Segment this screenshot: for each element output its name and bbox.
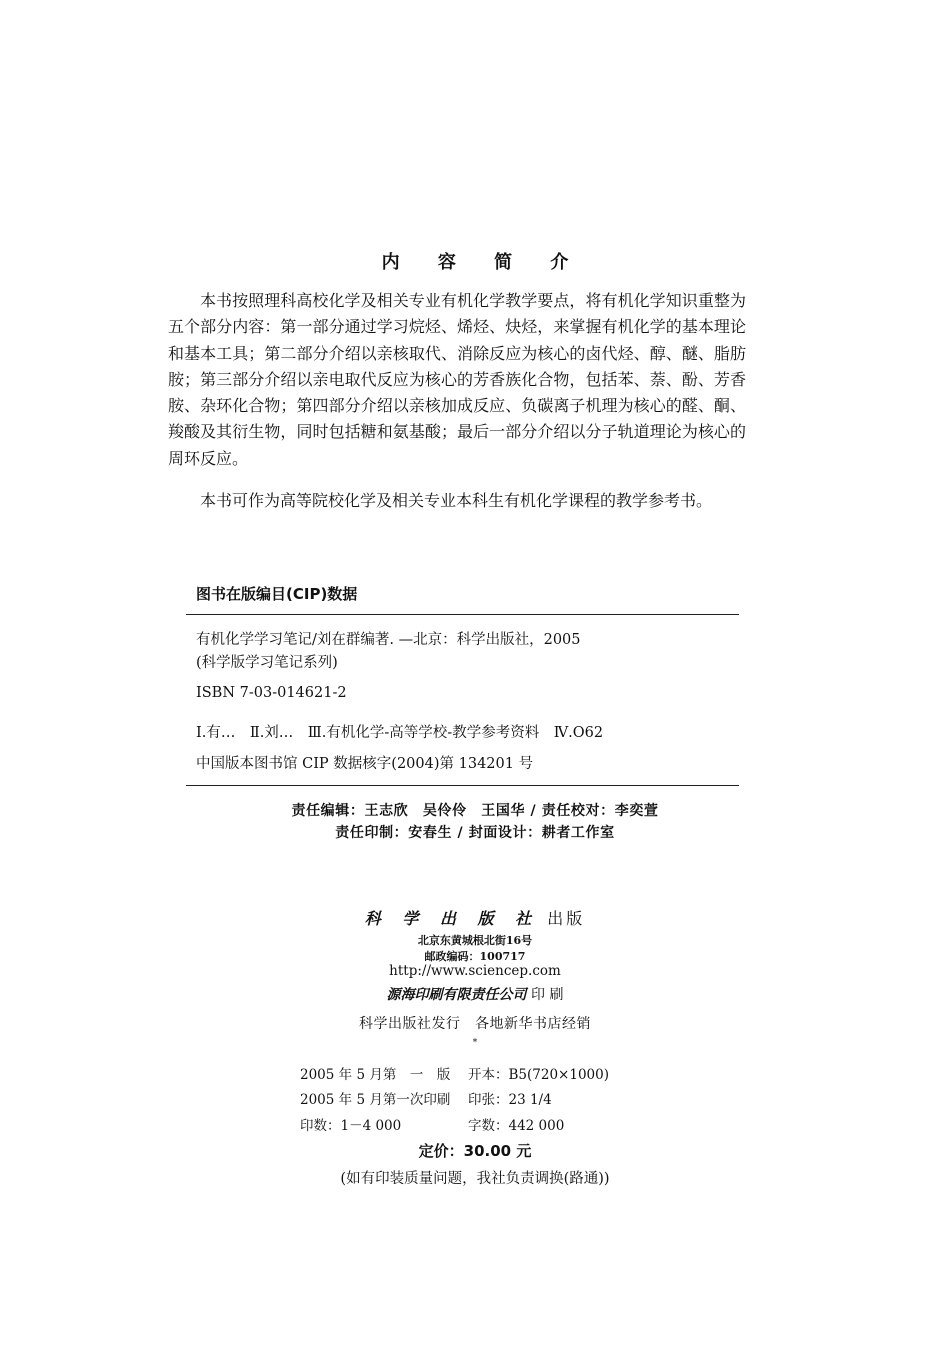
printer-line (0, 984, 950, 1004)
publisher-line (0, 906, 950, 929)
section-title: 内 容 简 介 (381, 252, 585, 273)
editors-line: 责任编辑：王志欣 吴伶伶 王国华 / 责任校对：李奕萱 (291, 803, 659, 819)
cip-citation: 有机化学学习笔记/刘在群编著. —北京：科学出版社，2005 (196, 632, 581, 648)
cip-series: (科学版学习笔记系列) (196, 655, 338, 671)
divider-mark: * (472, 1038, 478, 1048)
distribution-line: 科学出版社发行 各地新华书店经销 (359, 1016, 591, 1032)
cip-subjects: Ⅰ.有… Ⅱ.刘… Ⅲ.有机化学-高等学校-教学参考资料 Ⅳ.O62 (196, 725, 604, 741)
publisher-address: 北京东黄城根北街16号 (417, 934, 533, 947)
format-info: 开本：B5(720×1000) (468, 1067, 609, 1083)
publisher-action: 出版 (547, 909, 586, 928)
quality-notice: (如有印装质量问题，我社负责调换(路通)) (340, 1171, 610, 1187)
intro-paragraph-2: 本书可作为高等院校化学及相关专业本科生有机化学课程的教学参考书。 (200, 491, 713, 510)
cip-record-number: 中国版本图书馆 CIP 数据核字(2004)第 134201 号 (196, 756, 534, 772)
cip-isbn: ISBN 7-03-014621-2 (196, 685, 347, 701)
word-count-info: 字数：442 000 (468, 1118, 565, 1134)
price: 定价：30.00 元 (418, 1142, 532, 1160)
publisher-url: http://www.sciencep.com (389, 963, 561, 979)
edition-info: 2005 年 5 月第 一 版 (300, 1067, 451, 1083)
production-line: 责任印制：安春生 / 封面设计：耕者工作室 (335, 825, 615, 841)
publisher-name: 科 学 出 版 社 (364, 909, 540, 928)
publisher-postcode: 邮政编码：100717 (424, 950, 526, 963)
printer-action-text: 印 刷 (531, 987, 564, 1003)
impression-info: 2005 年 5 月第一次印刷 (300, 1092, 451, 1108)
sheets-info: 印张：23 1/4 (468, 1092, 552, 1108)
cip-heading: 图书在版编目(CIP)数据 (196, 585, 358, 603)
printer-name: 源海印刷有限责任公司 (386, 987, 527, 1003)
cip-top-rule (186, 614, 739, 615)
intro-paragraph-1: 本书按照理科高校化学及相关专业有机化学教学要点，将有机化学知识重整为五个部分内容：第一部分通过学习烷烃、烯烃、炔烃，来掌握有机化学的基本理论和基本工具；第二部分介绍以亲核取代、消除反应为核心的卤代烃、醇、醚、脂肪胺；第三部分介绍以亲电取代反应为核心的芳香族化合物，包括苯、萘、酚、芳香胺、杂环化合物；第四部分介绍以亲核加成反应、负碳离子机理为核心的醛、酮、羧酸及其衍生物，同时包括糖和氨基酸；最后一部分介绍以分子轨道理论为核心的周环反应。 (168, 291, 746, 468)
copies-info: 印数：1－4 000 (300, 1118, 402, 1134)
cip-bottom-rule (186, 785, 739, 786)
